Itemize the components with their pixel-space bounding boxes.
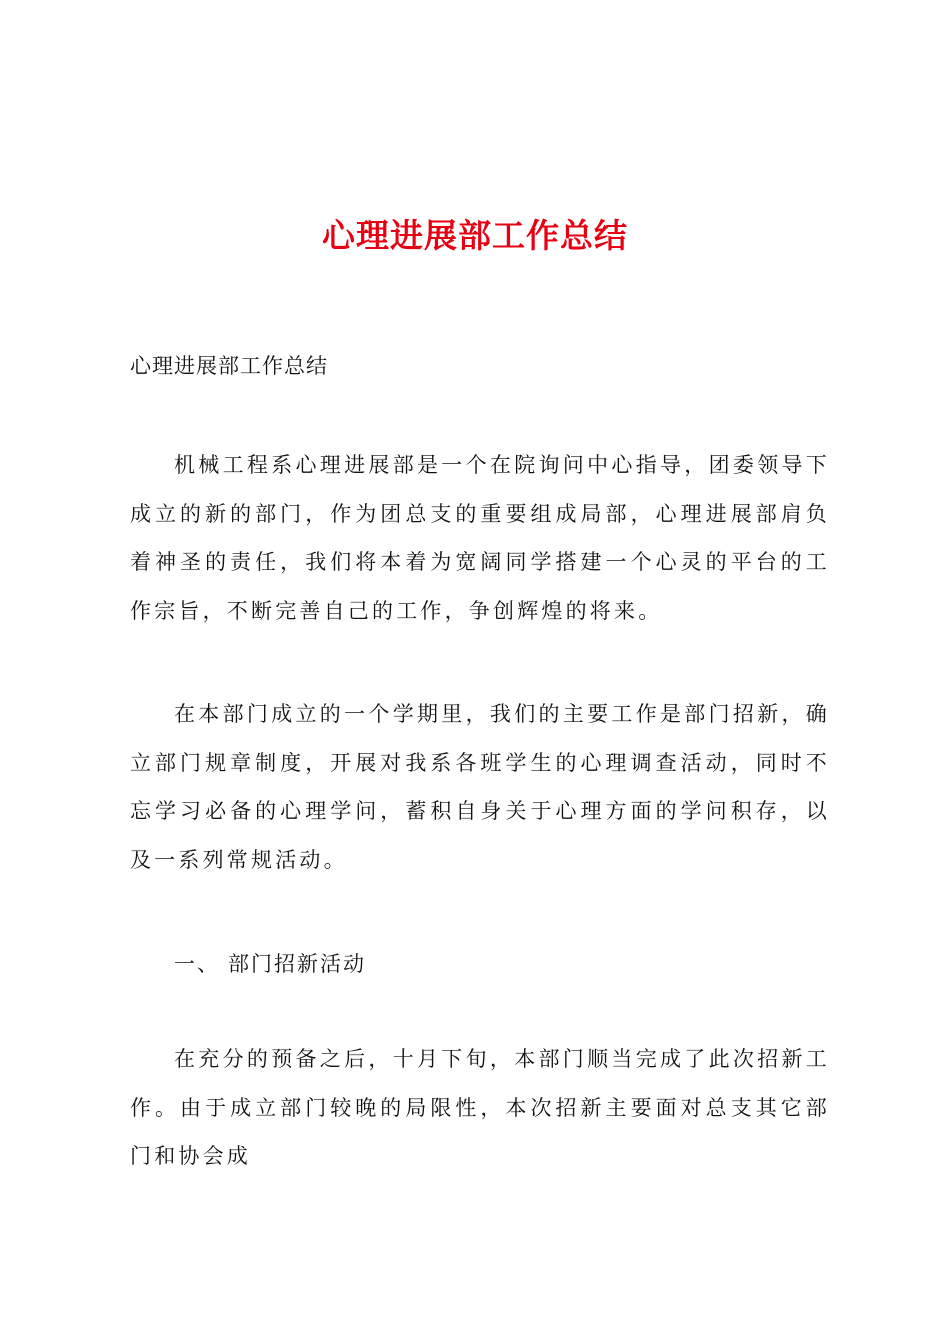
paragraph-intro: 机械工程系心理进展部是一个在院询问中心指导，团委领导下成立的新的部门，作为团总支的重要组成局部，心理进展部肩负着神圣的责任，我们将本着为宽阔同学搭建一个心灵的平台的工作宗旨，不断完善自己的工作，争创辉煌的将来。 (130, 453, 830, 623)
section-label: 部门招新活动 (228, 952, 366, 976)
paragraph-recruitment: 在充分的预备之后，十月下旬，本部门顺当完成了此次招新工作。由于成立部门较晚的局限性，本次招新主要面对总支其它部门和协会成 (130, 1047, 830, 1168)
document-subtitle: 心理进展部工作总结 (130, 354, 328, 378)
section-number: 一、 (174, 952, 220, 976)
document-title: 心理进展部工作总结 (322, 216, 628, 255)
paragraph-semester-work: 在本部门成立的一个学期里，我们的主要工作是部门招新，确立部门规章制度，开展对我系各班学生的心理调查活动，同时不忘学习必备的心理学问，蓄积自身关于心理方面的学问积存，以及一系列常规活动。 (130, 702, 830, 872)
section-heading-recruitment (174, 948, 366, 978)
